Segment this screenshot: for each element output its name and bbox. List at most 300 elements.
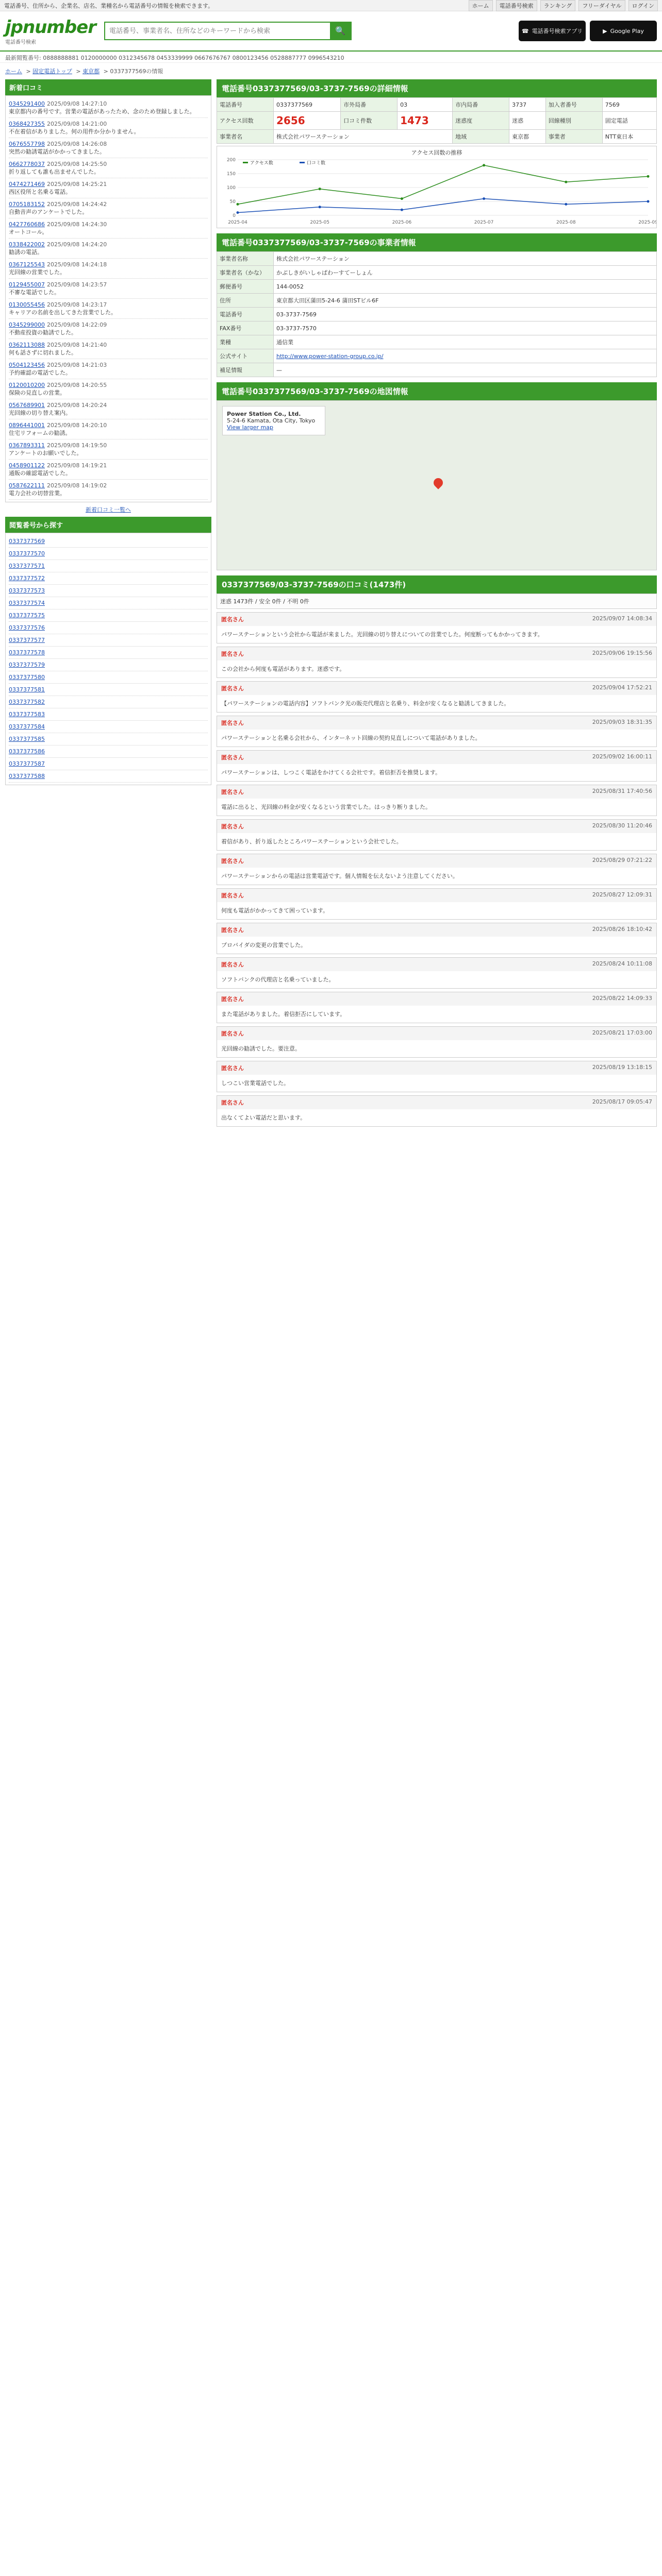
value-region: 東京都	[509, 130, 546, 144]
number-list-item[interactable]	[9, 609, 208, 622]
review-snippet: 電力会社の切替営業。	[9, 490, 65, 497]
list-item	[9, 98, 208, 118]
review-date: 2025/09/08 14:21:00	[47, 121, 107, 127]
review-body: パワーステーションからの電話は営業電話です。個人情報を伝えないよう注意してください。	[221, 873, 458, 879]
review-author: 匿名さん	[221, 789, 244, 795]
list-item	[9, 359, 208, 379]
review-item	[217, 992, 657, 1023]
review-number-link[interactable]: 0676557798	[9, 141, 45, 147]
number-link[interactable]: 0337377571	[9, 563, 45, 569]
review-header	[217, 1027, 656, 1040]
value-access: 2656	[274, 112, 341, 130]
review-author: 匿名さん	[221, 1099, 244, 1106]
chart-legend-label: アクセス数	[250, 161, 273, 166]
review-number-link[interactable]: 0567689901	[9, 402, 45, 409]
review-date: 2025/08/24 10:11:08	[592, 960, 652, 967]
value-city: 3737	[509, 98, 546, 112]
review-author: 匿名さん	[221, 754, 244, 761]
play-icon: ▶	[603, 27, 607, 35]
biz-info-title: 電話番号0337377569/03-3737-7569の事業者情報	[222, 238, 416, 247]
review-date: 2025/09/08 14:25:50	[47, 161, 107, 167]
review-number-link[interactable]: 0367893311	[9, 442, 45, 449]
review-date: 2025/08/19 13:18:15	[592, 1064, 652, 1071]
review-snippet: 光回線の切り替え案内。	[9, 410, 71, 416]
search-icon: 🔍	[335, 27, 345, 36]
number-list-item[interactable]	[9, 659, 208, 671]
review-snippet: 不動産投資の勧誘でした。	[9, 329, 77, 336]
review-author: 匿名さん	[221, 720, 244, 726]
chart-legend-swatch	[300, 162, 305, 163]
chart-y-tick: 150	[226, 172, 236, 177]
number-link[interactable]: 0337377588	[9, 773, 45, 779]
review-item	[217, 1095, 657, 1127]
topbar-link-home[interactable]: ホーム	[469, 0, 493, 11]
review-date: 2025/09/08 14:24:30	[47, 221, 107, 228]
label-biz-sup: 補足情報	[217, 363, 274, 377]
review-date: 2025/08/31 17:40:56	[592, 788, 652, 794]
review-date: 2025/08/22 14:09:33	[592, 995, 652, 1002]
list-item	[9, 178, 208, 198]
label-city: 市内局番	[453, 98, 509, 112]
value-biz-addr: 東京都大田区蒲田5-24-6 蒲田STビル6F	[274, 294, 657, 308]
review-header	[217, 923, 656, 937]
number-list-item[interactable]	[9, 548, 208, 560]
review-snippet: 自動音声のアンケートでした。	[9, 209, 88, 215]
review-date: 2025/09/08 14:19:02	[47, 482, 107, 489]
review-author: 匿名さん	[221, 1065, 244, 1072]
review-author: 匿名さん	[221, 823, 244, 830]
number-list-item[interactable]	[9, 684, 208, 696]
more-reviews-link[interactable]: 新着口コミ一覧へ	[86, 506, 131, 513]
label-biz-kana: 事業者名（かな）	[217, 266, 274, 280]
review-number-link[interactable]: 0705183152	[9, 201, 45, 208]
review-snippet: アンケートのお願いでした。	[9, 450, 82, 456]
review-number-link[interactable]: 0504123456	[9, 362, 45, 368]
number-link[interactable]: 0337377581	[9, 686, 45, 693]
chart-legend-swatch	[243, 162, 248, 163]
review-number-link[interactable]: 0338422002	[9, 241, 45, 248]
number-link[interactable]: 0337377574	[9, 600, 45, 606]
review-author: 匿名さん	[221, 651, 244, 657]
review-item	[217, 957, 657, 989]
basic-info-table	[217, 97, 657, 144]
review-date: 2025/09/08 14:25:21	[47, 181, 107, 188]
number-link[interactable]: 0337377584	[9, 723, 45, 730]
list-item	[9, 279, 208, 299]
review-date: 2025/09/08 14:19:21	[47, 462, 107, 469]
review-date: 2025/09/08 14:23:17	[47, 301, 107, 308]
number-list-item[interactable]	[9, 634, 208, 647]
number-list-item[interactable]	[9, 572, 208, 585]
phone-icon: ☎	[521, 27, 529, 35]
site-logo[interactable]	[5, 17, 96, 45]
chart-x-tick: 2025-07	[474, 220, 494, 225]
logo-text: jpnumber	[5, 16, 96, 38]
search-bar	[104, 22, 352, 40]
number-link[interactable]: 0337377585	[9, 736, 45, 742]
map-larger-link[interactable]: View larger map	[227, 424, 273, 431]
review-date: 2025/09/04 17:52:21	[592, 684, 652, 691]
review-author: 匿名さん	[221, 1030, 244, 1037]
review-date: 2025/09/02 16:00:11	[592, 753, 652, 760]
basic-info-header	[217, 79, 657, 97]
chart-y-tick: 100	[226, 185, 236, 191]
breadcrumb-tokyo[interactable]: 東京都	[82, 68, 100, 75]
number-link[interactable]: 0337377572	[9, 575, 45, 582]
number-list-item[interactable]	[9, 733, 208, 745]
topbar-link-search[interactable]: 電話番号検索	[496, 0, 537, 11]
number-link[interactable]: 0337377573	[9, 587, 45, 594]
topbar-link-login[interactable]: ログイン	[628, 0, 658, 11]
review-number-link[interactable]: 0458901122	[9, 462, 45, 469]
review-date: 2025/08/21 17:03:00	[592, 1029, 652, 1036]
review-list	[217, 612, 657, 1127]
google-play-badge[interactable]: ▶ Google Play	[590, 21, 657, 41]
number-list-item[interactable]	[9, 535, 208, 548]
number-link[interactable]: 0337377576	[9, 624, 45, 631]
review-header	[217, 613, 656, 626]
review-item	[217, 888, 657, 920]
label-company: 事業者名	[217, 130, 274, 144]
value-company: 株式会社パワーステーション	[274, 130, 453, 144]
map-pin-icon[interactable]	[432, 476, 444, 489]
review-header	[217, 647, 656, 660]
chart-point	[237, 211, 239, 214]
review-item	[217, 785, 657, 816]
breadcrumb-home[interactable]: ホーム	[5, 68, 22, 75]
chart-series-line	[238, 199, 648, 213]
list-item	[9, 399, 208, 419]
number-list-item[interactable]	[9, 560, 208, 572]
basic-info-title: 電話番号0337377569/03-3737-7569の詳細情報	[222, 84, 408, 93]
review-snippet: キャリアの名前を出してきた営業でした。	[9, 309, 117, 316]
review-date: 2025/09/03 18:31:35	[592, 719, 652, 725]
number-list-item[interactable]	[9, 708, 208, 721]
search-button[interactable]	[330, 23, 351, 39]
number-link[interactable]: 0337377583	[9, 711, 45, 718]
review-number-link[interactable]: 0120010200	[9, 382, 45, 388]
sidebar	[5, 79, 211, 1130]
label-biz-name: 事業者名称	[217, 252, 274, 266]
value-number: 0337377569	[274, 98, 341, 112]
review-header	[217, 785, 656, 799]
list-item	[9, 239, 208, 259]
label-biz-zip: 郵便番号	[217, 280, 274, 294]
number-list-item[interactable]	[9, 671, 208, 684]
list-item	[9, 198, 208, 218]
list-item	[9, 319, 208, 339]
review-date: 2025/09/08 14:21:03	[47, 362, 107, 368]
review-date: 2025/09/08 14:24:18	[47, 261, 107, 268]
review-body: 電話に出ると、光回線の料金が安くなるという営業でした。はっきり断りました。	[221, 804, 431, 810]
review-snippet: 通販の確認電話でした。	[9, 470, 71, 477]
chart-series-line	[238, 165, 648, 205]
review-snippet: 不審な電話でした。	[9, 289, 60, 296]
review-item	[217, 612, 657, 643]
review-number-link[interactable]: 0129455007	[9, 281, 45, 288]
label-biz-tel: 電話番号	[217, 308, 274, 321]
review-date: 2025/09/08 14:24:20	[47, 241, 107, 248]
value-biz-tel: 03-3737-7569	[274, 308, 657, 321]
reviews-title: 0337377569/03-3737-7569の口コミ(1473件)	[222, 580, 406, 589]
review-item	[217, 716, 657, 747]
list-item	[9, 480, 208, 500]
chart-point	[483, 164, 485, 166]
review-number-link[interactable]: 0662778037	[9, 161, 45, 167]
review-number-link[interactable]: 0368427355	[9, 121, 45, 127]
number-link[interactable]: 0337377578	[9, 649, 45, 656]
number-list-item[interactable]	[9, 622, 208, 634]
number-link[interactable]: 0337377569	[9, 538, 45, 545]
review-number-link[interactable]: 0345291400	[9, 100, 45, 107]
review-header	[217, 682, 656, 695]
topbar	[0, 0, 662, 11]
map-header	[217, 382, 657, 400]
chart-point	[647, 200, 650, 203]
list-item	[9, 419, 208, 439]
access-chart	[217, 146, 657, 228]
review-body: また電話がありました。着信拒否にしています。	[221, 1011, 346, 1018]
review-header	[217, 716, 656, 730]
list-item	[9, 460, 208, 480]
topbar-link-ranking[interactable]: ランキング	[540, 0, 576, 11]
review-header	[217, 889, 656, 902]
number-list-item[interactable]	[9, 597, 208, 609]
value-review: 迷惑	[509, 112, 546, 130]
value-area: 03	[398, 98, 453, 112]
review-header	[217, 751, 656, 764]
review-header	[217, 1096, 656, 1109]
number-link[interactable]: 0337377587	[9, 760, 45, 767]
number-link[interactable]: 0337377570	[9, 550, 45, 557]
number-list	[5, 533, 211, 785]
review-body: 何度も電話がかかってきて困っています。	[221, 907, 329, 914]
reviews-header	[217, 575, 657, 594]
chart-y-tick: 0	[233, 213, 236, 218]
map-card-addr: 5-24-6 Kamata, Ota City, Tokyo	[227, 417, 316, 424]
value-subscriber: 7569	[602, 98, 656, 112]
review-snippet: 住宅リフォームの勧誘。	[9, 430, 71, 436]
number-link[interactable]: 0337377586	[9, 748, 45, 755]
list-item	[9, 339, 208, 359]
review-date: 2025/09/08 14:22:09	[47, 321, 107, 328]
chart-x-tick: 2025-06	[392, 220, 412, 225]
review-body: パワーステーションは、しつこく電話をかけてくる会社です。着信拒否を推奨します。	[221, 769, 441, 776]
review-author: 匿名さん	[221, 961, 244, 968]
list-item	[9, 379, 208, 399]
biz-info-header	[217, 233, 657, 251]
list-item	[9, 439, 208, 460]
review-author: 匿名さん	[221, 927, 244, 934]
review-number-link[interactable]: 0896441001	[9, 422, 45, 429]
number-link[interactable]: 0337377579	[9, 662, 45, 668]
review-item	[217, 1026, 657, 1058]
value-biz-fax: 03-3737-7570	[274, 321, 657, 335]
review-body: しつこい営業電話でした。	[221, 1080, 289, 1087]
search-input[interactable]	[105, 23, 330, 39]
review-header	[217, 958, 656, 971]
review-item	[217, 750, 657, 782]
value-biz-sup: —	[274, 363, 657, 377]
review-body: 着信があり、折り返したところパワーステーションという会社でした。	[221, 838, 402, 845]
label-biz-fax: FAX番号	[217, 321, 274, 335]
review-author: 匿名さん	[221, 892, 244, 899]
label-review: 迷惑度	[453, 112, 509, 130]
sidebar-title: 新着口コミ	[5, 79, 211, 95]
chart-point	[237, 203, 239, 206]
review-date: 2025/09/06 19:15:56	[592, 650, 652, 656]
review-number-link[interactable]: 0427760686	[9, 221, 45, 228]
chart-x-tick: 2025-08	[556, 220, 576, 225]
chart-x-tick: 2025-05	[310, 220, 330, 225]
chart-legend-label: 口コミ数	[307, 161, 326, 166]
map[interactable]	[217, 400, 657, 570]
label-region: 地域	[453, 130, 509, 144]
number-list-item[interactable]	[9, 647, 208, 659]
review-body: パワーステーションという会社から電話が来ました。光回線の切り替えについての営業でした。何度断ってもかかってきます。	[221, 631, 543, 638]
review-item	[217, 923, 657, 954]
review-snippet: 不在着信がありました。何の用件か分かりません。	[9, 128, 140, 135]
content-wrap	[0, 79, 662, 1130]
label-access: アクセス回数	[217, 112, 274, 130]
review-item	[217, 647, 657, 678]
label-rating: 口コミ件数	[341, 112, 398, 130]
label-subscriber: 加入者番号	[545, 98, 602, 112]
review-date: 2025/08/30 11:20:46	[592, 822, 652, 829]
new-review-list	[5, 95, 211, 502]
label-biz-url: 公式サイト	[217, 349, 274, 363]
value-biz-kana: かぶしきがいしゃぱわーすてーしょん	[274, 266, 657, 280]
topbar-link-freedial[interactable]: フリーダイヤル	[578, 0, 625, 11]
breadcrumb: ホーム > 固定電話トップ > 東京都 > 0337377569の情報	[5, 68, 163, 75]
review-number-link[interactable]: 0130055456	[9, 301, 45, 308]
review-body: ソフトバンクの代理店と名乗っていました。	[221, 976, 335, 983]
chart-point	[565, 181, 567, 183]
number-link[interactable]: 0337377582	[9, 699, 45, 705]
review-header	[217, 1061, 656, 1075]
review-number-link[interactable]: 0587622111	[9, 482, 45, 489]
map-card	[222, 406, 325, 435]
review-date: 2025/09/08 14:20:24	[47, 402, 107, 409]
review-body: プロバイダの変更の営業でした。	[221, 942, 306, 948]
chart-point	[401, 209, 403, 211]
review-date: 2025/08/26 18:10:42	[592, 926, 652, 933]
review-date: 2025/08/17 09:05:47	[592, 1098, 652, 1105]
number-link[interactable]: 0337377575	[9, 612, 45, 619]
chart-point	[565, 203, 567, 206]
review-snippet: 勧誘の電話。	[9, 249, 43, 256]
number-link[interactable]: 0337377580	[9, 674, 45, 681]
review-snippet: 何も話さずに切れました。	[9, 349, 77, 356]
value-rating: 1473	[398, 112, 453, 130]
chart-point	[401, 197, 403, 200]
review-header	[217, 820, 656, 833]
list-item	[9, 218, 208, 239]
main-content	[217, 79, 657, 1130]
review-snippet: 東京都内の番号です。営業の電話があったため、念のため登録しました。	[9, 108, 195, 115]
value-biz-industry: 通信業	[274, 335, 657, 349]
review-author: 匿名さん	[221, 685, 244, 692]
review-body: 光回線の勧誘でした。要注意。	[221, 1045, 301, 1052]
chart-point	[319, 206, 321, 208]
number-list-item[interactable]	[9, 770, 208, 783]
review-item	[217, 854, 657, 885]
list-item	[9, 259, 208, 279]
review-number-link[interactable]: 0362113088	[9, 342, 45, 348]
app-store-badge[interactable]: ☎ 電話番号検索アプリ	[519, 21, 586, 41]
recent-numbers-bar: 最新閲覧番号: 0888888881 0120000000 0312345678 0453339999 0667676767 0800123456 0528887777 0996543210	[0, 52, 662, 63]
review-date: 2025/09/08 14:20:10	[47, 422, 107, 429]
label-biz-industry: 業種	[217, 335, 274, 349]
number-list-item[interactable]	[9, 696, 208, 708]
chart-title: アクセス回数の推移	[411, 149, 462, 156]
label-area: 市外局番	[341, 98, 398, 112]
review-snippet: 保険の見直しの営業。	[9, 389, 65, 396]
value-biz-name: 株式会社パワーステーション	[274, 252, 657, 266]
review-snippet: オートコール。	[9, 229, 48, 235]
app-badges	[519, 21, 657, 41]
value-biz-url[interactable]: http://www.power-station-group.co.jp/	[276, 352, 384, 360]
review-body: 出なくてよい電話だと思います。	[221, 1114, 306, 1121]
chart-y-tick: 200	[226, 158, 236, 163]
breadcrumb-fixed[interactable]: 固定電話トップ	[32, 68, 72, 75]
list-item	[9, 118, 208, 138]
review-date: 2025/09/08 14:26:08	[47, 141, 107, 147]
review-snippet: 光回線の営業でした。	[9, 269, 65, 276]
review-number-link[interactable]: 0345299000	[9, 321, 45, 328]
chart-point	[319, 188, 321, 190]
number-list-item[interactable]	[9, 721, 208, 733]
review-date: 2025/09/08 14:20:55	[47, 382, 107, 388]
topbar-links	[469, 0, 658, 11]
number-list-item[interactable]	[9, 758, 208, 770]
review-header	[217, 854, 656, 868]
list-item	[9, 299, 208, 319]
review-author: 匿名さん	[221, 996, 244, 1003]
map-title: 電話番号0337377569/03-3737-7569の地図情報	[222, 387, 408, 396]
review-snippet: 予約確認の電話でした。	[9, 369, 71, 376]
chart-x-tick: 2025-09	[638, 220, 656, 225]
review-item	[217, 819, 657, 851]
review-author: 匿名さん	[221, 858, 244, 865]
review-body: 【パワーステーションの電話内容】ソフトバンク光の販売代理店と名乗り、料金が安くなると勧誘してきました。	[221, 700, 510, 707]
review-date: 2025/09/07 14:08:34	[592, 615, 652, 622]
review-snippet: 折り返しても誰も出ませんでした。	[9, 168, 100, 175]
list-item	[9, 158, 208, 178]
chart-point	[647, 175, 650, 178]
access-chart-svg	[217, 146, 656, 228]
review-date: 2025/09/08 14:21:40	[47, 342, 107, 348]
review-author: 匿名さん	[221, 616, 244, 623]
label-number: 電話番号	[217, 98, 274, 112]
number-list-item[interactable]	[9, 745, 208, 758]
number-link[interactable]: 0337377577	[9, 637, 45, 643]
review-number-link[interactable]: 0367125543	[9, 261, 45, 268]
list-item	[9, 138, 208, 158]
label-carrier: 事業者	[545, 130, 602, 144]
review-body: この会社から何度も電話があります。迷惑です。	[221, 666, 345, 672]
label-type: 回線種別	[545, 112, 602, 130]
review-stats: 迷惑 1473件 / 安全 0件 / 不明 0件	[217, 594, 657, 609]
review-number-link[interactable]: 0474271469	[9, 181, 45, 188]
chart-point	[483, 197, 485, 200]
value-type: 固定電話	[602, 112, 656, 130]
review-date: 2025/09/08 14:23:57	[47, 281, 107, 288]
review-body: パワーステーションと名乗る会社から、インターネット回線の契約見直しについて電話がありました。	[221, 735, 481, 741]
value-biz-zip: 144-0052	[274, 280, 657, 294]
number-list-item[interactable]	[9, 585, 208, 597]
chart-x-tick: 2025-04	[228, 220, 247, 225]
